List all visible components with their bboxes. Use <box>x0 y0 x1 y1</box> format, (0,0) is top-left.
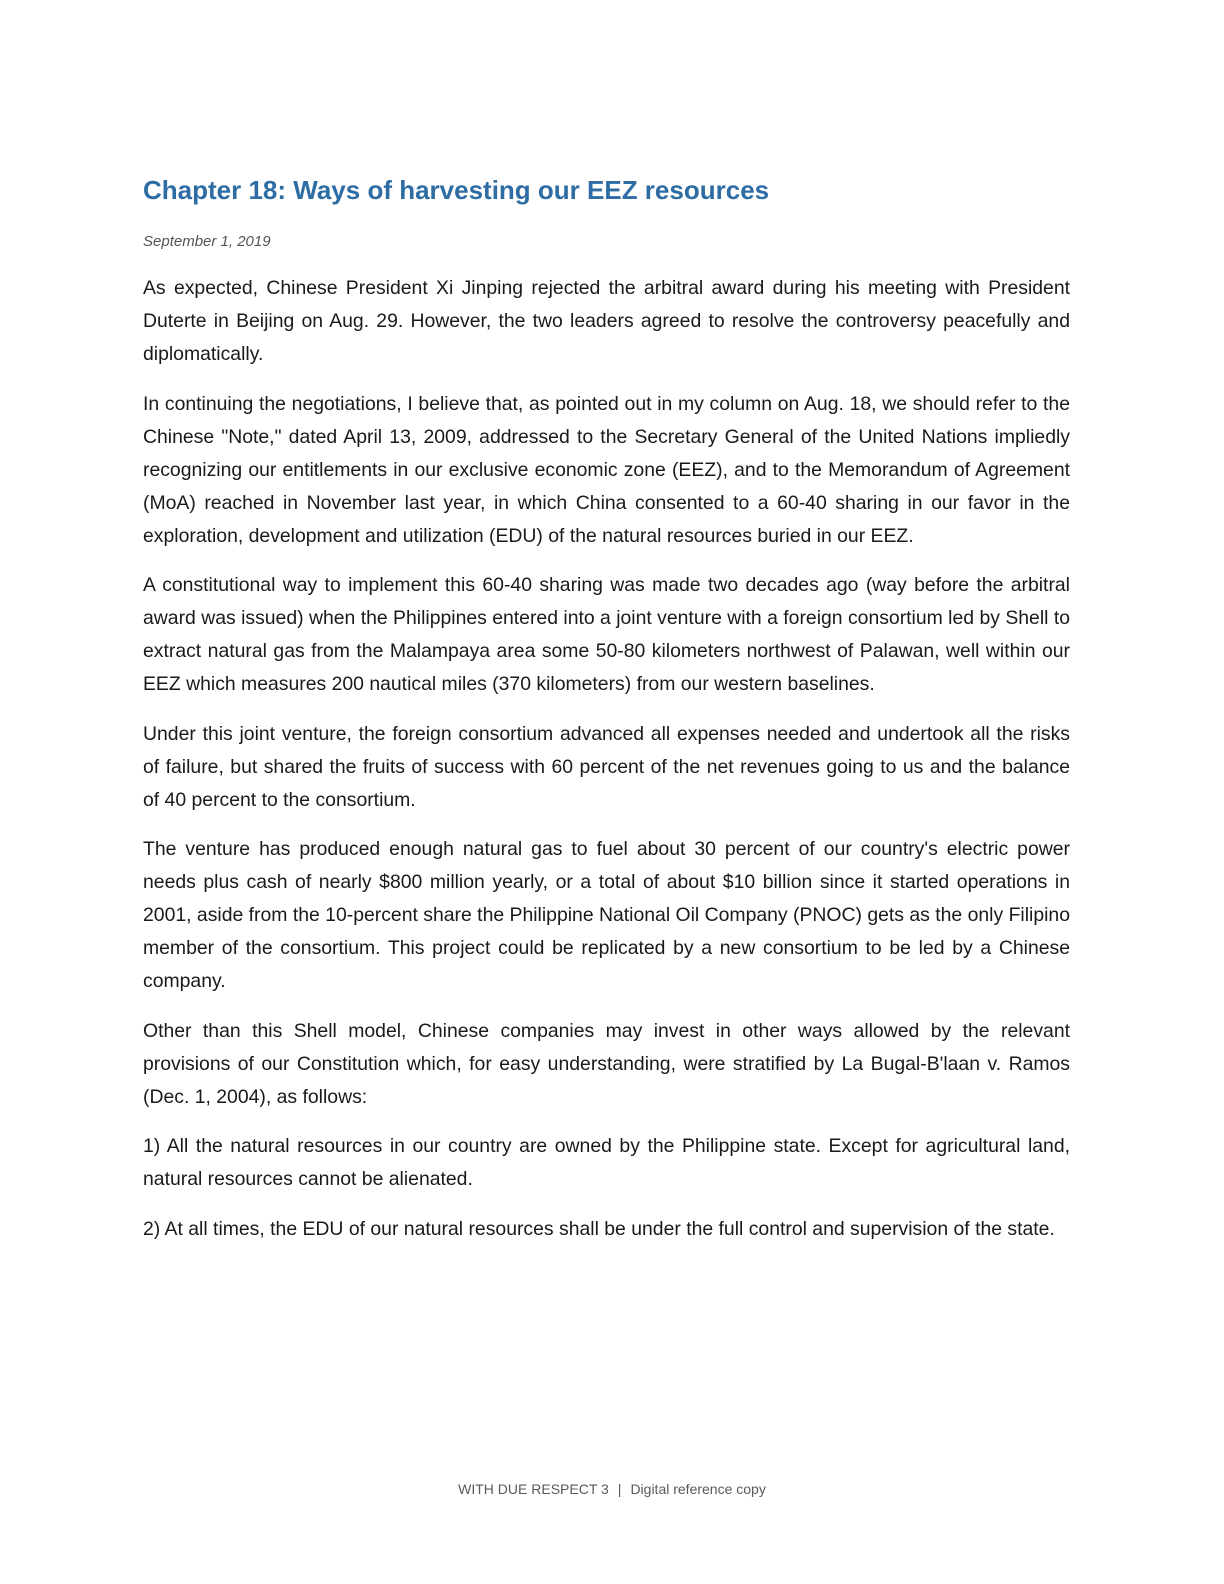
footer-copy-label: Digital reference copy <box>630 1481 766 1497</box>
paragraph-7: 1) All the natural resources in our country are owned by the Philippine state. Except for agricultural land, natural resources cannot be alienated. <box>143 1135 1070 1190</box>
paragraph-2: In continuing the negotiations, I believe that, as pointed out in my column on Aug. 18, we should refer to the Chinese "Note," dated April 13, 2009, addressed to the Secretary General of the United Nations impliedly recognizing our entitlements in our exclusive economic zone (EEZ), and to the Memorandum of Agreement (MoA) reached in November last year, in which China consented to a 60-40 sharing in our favor in the exploration, development and utilization (EDU) of the natural resources buried in our EEZ. <box>143 392 1070 547</box>
paragraph-6: Other than this Shell model, Chinese companies may invest in other ways allowed by the relevant provisions of our Constitution which, for easy understanding, were stratified by La Bugal-B'laan v. Ramos (Dec. 1, 2004), as follows: <box>143 1019 1070 1108</box>
footer-separator: | <box>617 1481 622 1497</box>
paragraph-5: The venture has produced enough natural gas to fuel about 30 percent of our country's electric power needs plus cash of nearly $800 million yearly, or a total of about $10 billion since it started operations in 2001, aside from the 10-percent share the Philippine National Oil Company (PNOC) gets as the only Filipino member of the consortium. This project could be replicated by a new consortium to be led by a Chinese company. <box>143 838 1070 992</box>
paragraph-3: A constitutional way to implement this 60-40 sharing was made two decades ago (way before the arbitral award was issued) when the Philippines entered into a joint venture with a foreign consortium led by Shell to extract natural gas from the Malampaya area some 50-80 kilometers northwest of Palawan, well within our EEZ which measures 200 nautical miles (370 kilometers) from our western baselines. <box>143 574 1070 695</box>
page-footer <box>0 1480 1224 1498</box>
paragraph-1: As expected, Chinese President Xi Jinping rejected the arbitral award during his meeting with President Duterte in Beijing on Aug. 29. However, the two leaders agreed to resolve the controversy peacefully and diplomatically. <box>143 277 1070 365</box>
article-body <box>143 272 1070 1246</box>
paragraph-4: Under this joint venture, the foreign consortium advanced all expenses needed and undertook all the risks of failure, but shared the fruits of success with 60 percent of the net revenues going to us and the balance of 40 percent to the consortium. <box>143 722 1070 811</box>
paragraph-8: 2) At all times, the EDU of our natural resources shall be under the full control and supervision of the state. <box>143 1217 1055 1240</box>
page-content <box>143 172 1070 1262</box>
chapter-title: Chapter 18: Ways of harvesting our EEZ resources <box>143 175 770 205</box>
publication-date: September 1, 2019 <box>143 233 271 250</box>
footer-book-label: WITH DUE RESPECT 3 <box>458 1481 609 1497</box>
